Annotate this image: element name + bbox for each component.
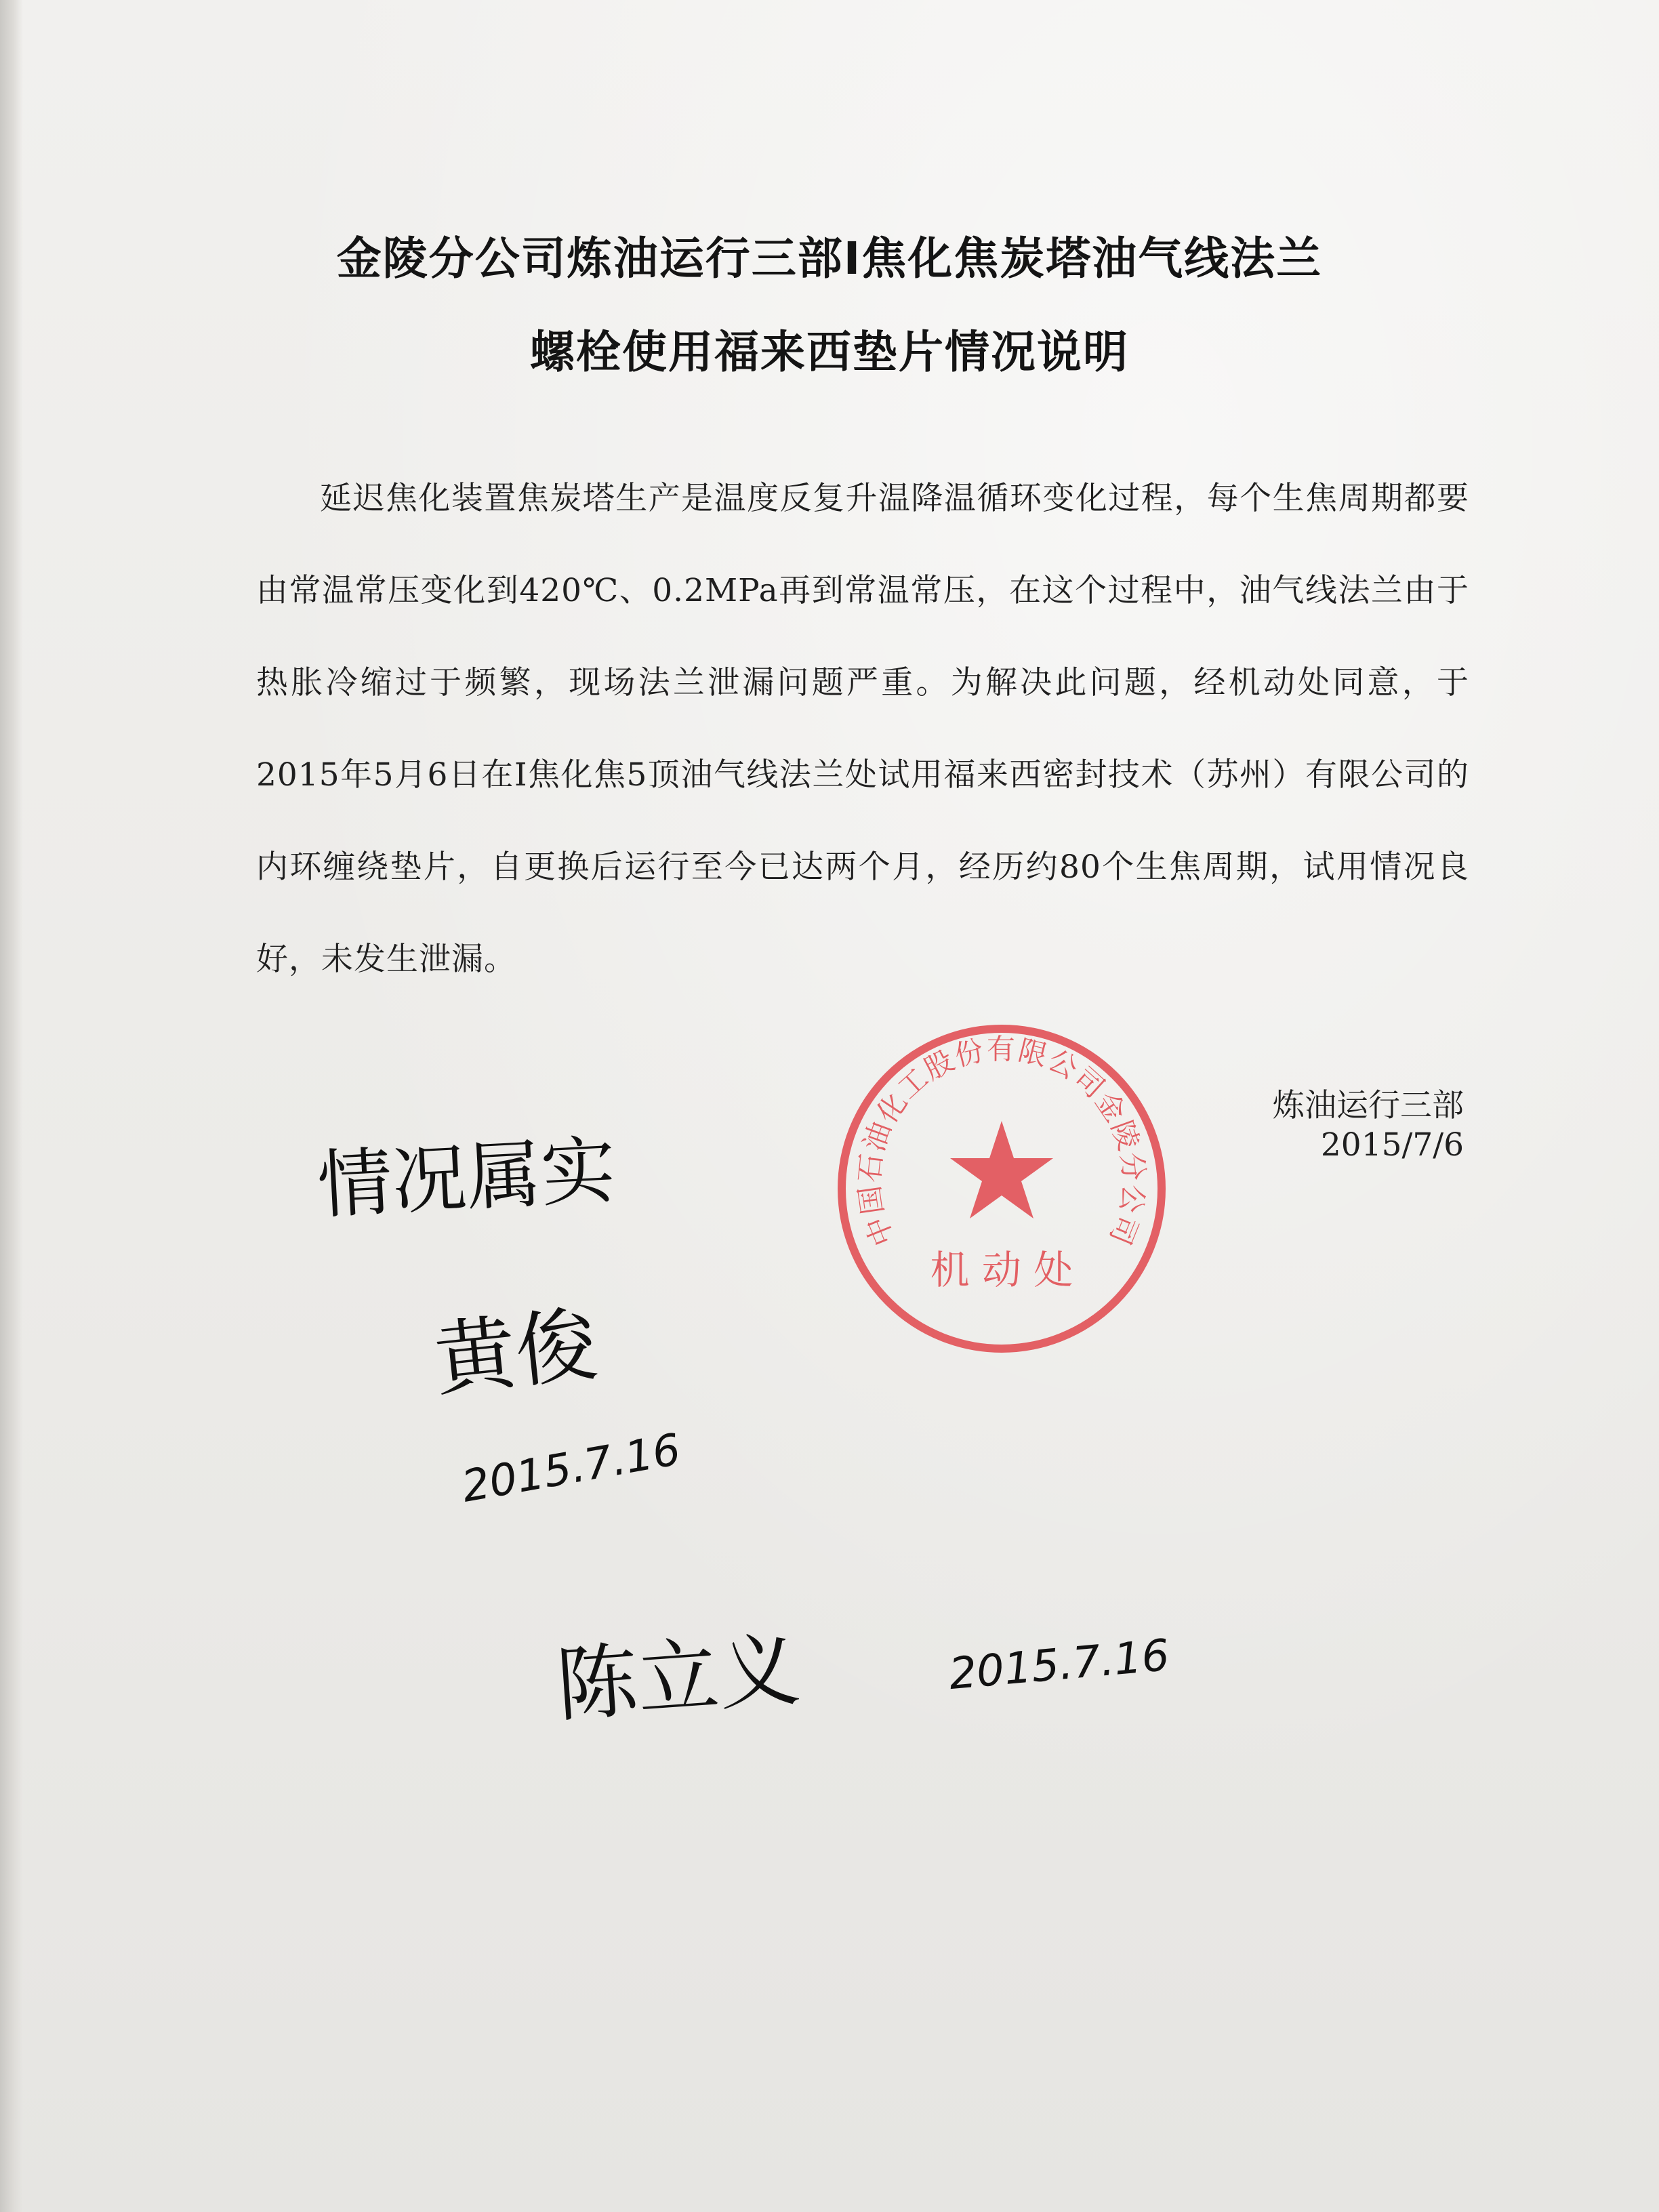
sender-department: 炼油运行三部 xyxy=(1273,1087,1464,1124)
handwritten-signature-1: 黄俊 xyxy=(430,1297,602,1409)
official-seal-stamp xyxy=(832,1019,1171,1358)
handwritten-date-1: 2015.7.16 xyxy=(458,1425,684,1513)
handwritten-verification-note: 情况属实 xyxy=(315,1126,618,1229)
seal-center-text: 机 动 处 xyxy=(930,1247,1073,1293)
handwritten-signature-2: 陈立义 xyxy=(553,1622,804,1734)
handwritten-date-2: 2015.7.16 xyxy=(947,1630,1172,1700)
document-body-paragraph: 延迟焦化装置焦炭塔生产是温度反复升温降温循环变化过程，每个生焦周期都要由常温常压变化到420℃、0.2MPa再到常温常压，在这个过程中，油气线法兰由于热胀冷缩过于频繁，现场法兰泄漏问题严重。为解决此问题，经机动处同意，于2015年5月6日在Ⅰ焦化焦5顶油气线法兰处试用福来西密封技术（苏州）有限公司的内环缠绕垫片，自更换后运行至今已达两个月，经历约80个生焦周期，试用情况良好，未发生泄漏。 xyxy=(256,480,1469,978)
document-title-line-2: 螺栓使用福来西垫片情况说明 xyxy=(530,326,1129,378)
seal-arc-text: 中国石油化工股份有限公司金陵分公司 xyxy=(852,1032,1151,1251)
seal-star-icon xyxy=(950,1121,1053,1218)
document-title-line-1: 金陵分公司炼油运行三部Ⅰ焦化焦炭塔油气线法兰 xyxy=(336,232,1323,285)
sender-date: 2015/7/6 xyxy=(1320,1126,1464,1164)
